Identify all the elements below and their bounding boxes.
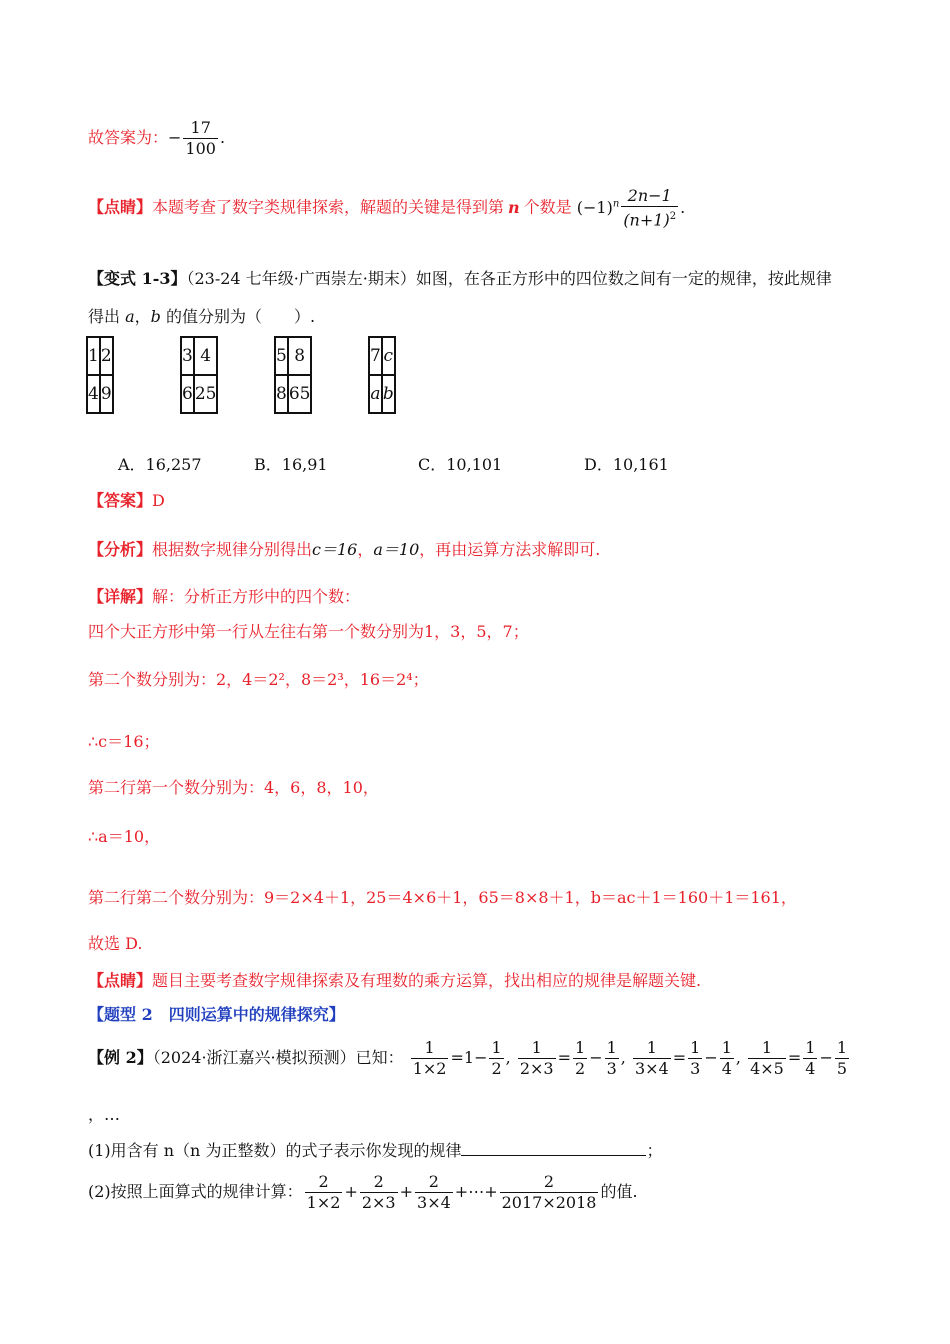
grid-3 bbox=[274, 336, 312, 414]
analysis: 【分析】根据数字规律分别得出c＝16，a＝10，再由运算方法求解即可. bbox=[88, 540, 601, 559]
grid-cell: 4 bbox=[87, 375, 100, 413]
grid-1 bbox=[86, 336, 114, 414]
option-d[interactable]: D．10,161 bbox=[584, 455, 669, 474]
answer: 【答案】D bbox=[88, 491, 165, 510]
grid-cell: 4 bbox=[194, 337, 218, 375]
dianjing-1: 【点睛】本题考查了数字类规律探索，解题的关键是得到第 n 个数是 $(-1)^n$ $\frac{2n-1}{(n+1)^2}$ . bbox=[88, 186, 686, 230]
option-b[interactable]: B．16,91 bbox=[254, 455, 328, 474]
dianjing-2: 【点睛】题目主要考查数字规律探索及有理数的乘方运算，找出相应的规律是解题关键. bbox=[88, 971, 702, 990]
grid-cell: 6 bbox=[181, 375, 194, 413]
detail-6: ∴a＝10， bbox=[88, 827, 161, 846]
grid-cell: 5 bbox=[275, 337, 288, 375]
grid-cell: 8 bbox=[275, 375, 288, 413]
grid-cell: a bbox=[369, 375, 382, 413]
grid-cell: c bbox=[382, 337, 395, 375]
detail-1: 【详解】解：分析正方形中的四个数： bbox=[88, 587, 361, 606]
grid-cell: b bbox=[382, 375, 395, 413]
detail-3: 第二个数分别为：2，4＝2²，8＝2³，16＝2⁴； bbox=[88, 670, 429, 689]
question-2: (2)按照上面算式的规律计算： $\frac{2}{1\times 2}$ + $\frac{2}{2\times 3}$ + $\frac{2}{3\times 4}$ +⋯+ $\frac{2}{2017\times 2018}$ 的值. bbox=[88, 1172, 638, 1212]
grid-cell: 9 bbox=[100, 375, 113, 413]
question-1: (1)用含有 n（n 为正整数）的式子表示你发现的规律 ； bbox=[88, 1141, 663, 1160]
detail-7: 第二行第二个数分别为：9＝2×4＋1，25＝4×6＋1，65＝8×8＋1，b＝ac＋1＝160＋1＝161， bbox=[88, 888, 797, 907]
option-c[interactable]: C．10,101 bbox=[418, 455, 503, 474]
example-line: 【例 2】（2024·浙江嘉兴·模拟预测）已知： $\frac{1}{1\times 2}$ =1− $\frac{1}{2}$ , $\frac{1}{2\times 3}$ = $\frac{1}{2}$ − $\frac{1}{3}$ , $\frac{1}{3\times 4}$ = $\frac{1}{3}$ − $\frac{1}{4}$ , $\frac{1}{4\times 5}$ = $\frac{1}{4}$ − $\frac{1}{5}$ bbox=[88, 1038, 848, 1078]
answer-blank[interactable] bbox=[461, 1141, 646, 1156]
grid-cell: 3 bbox=[181, 337, 194, 375]
grid-cell: 7 bbox=[369, 337, 382, 375]
option-a[interactable]: A．16,257 bbox=[118, 455, 202, 474]
grid-4 bbox=[368, 336, 396, 414]
detail-2: 四个大正方形中第一行从左往右第一个数分别为1，3，5，7； bbox=[88, 622, 529, 641]
question-line-2: 得出 a，b 的值分别为（ ）. bbox=[88, 307, 316, 326]
example-continue: ，… bbox=[88, 1105, 121, 1124]
detail-5: 第二行第一个数分别为：4，6，8，10， bbox=[88, 778, 379, 797]
section-title: 【题型 2 四则运算中的规律探究】 bbox=[88, 1005, 345, 1024]
grid-cell: 1 bbox=[87, 337, 100, 375]
detail-4: ∴c＝16； bbox=[88, 732, 160, 751]
grid-2 bbox=[180, 336, 218, 414]
grid-cell: 65 bbox=[288, 375, 312, 413]
question-line-1: 【变式 1-3】（23-24 七年级·广西崇左·期末）如图，在各正方形中的四位数之间有一定的规律，按此规律 bbox=[88, 269, 832, 288]
grid-cell: 8 bbox=[288, 337, 312, 375]
grid-cell: 25 bbox=[194, 375, 218, 413]
answer-line: 故答案为：− $\frac{17}{100}$ . bbox=[88, 118, 226, 158]
detail-8: 故选 D. bbox=[88, 934, 143, 953]
grid-cell: 2 bbox=[100, 337, 113, 375]
